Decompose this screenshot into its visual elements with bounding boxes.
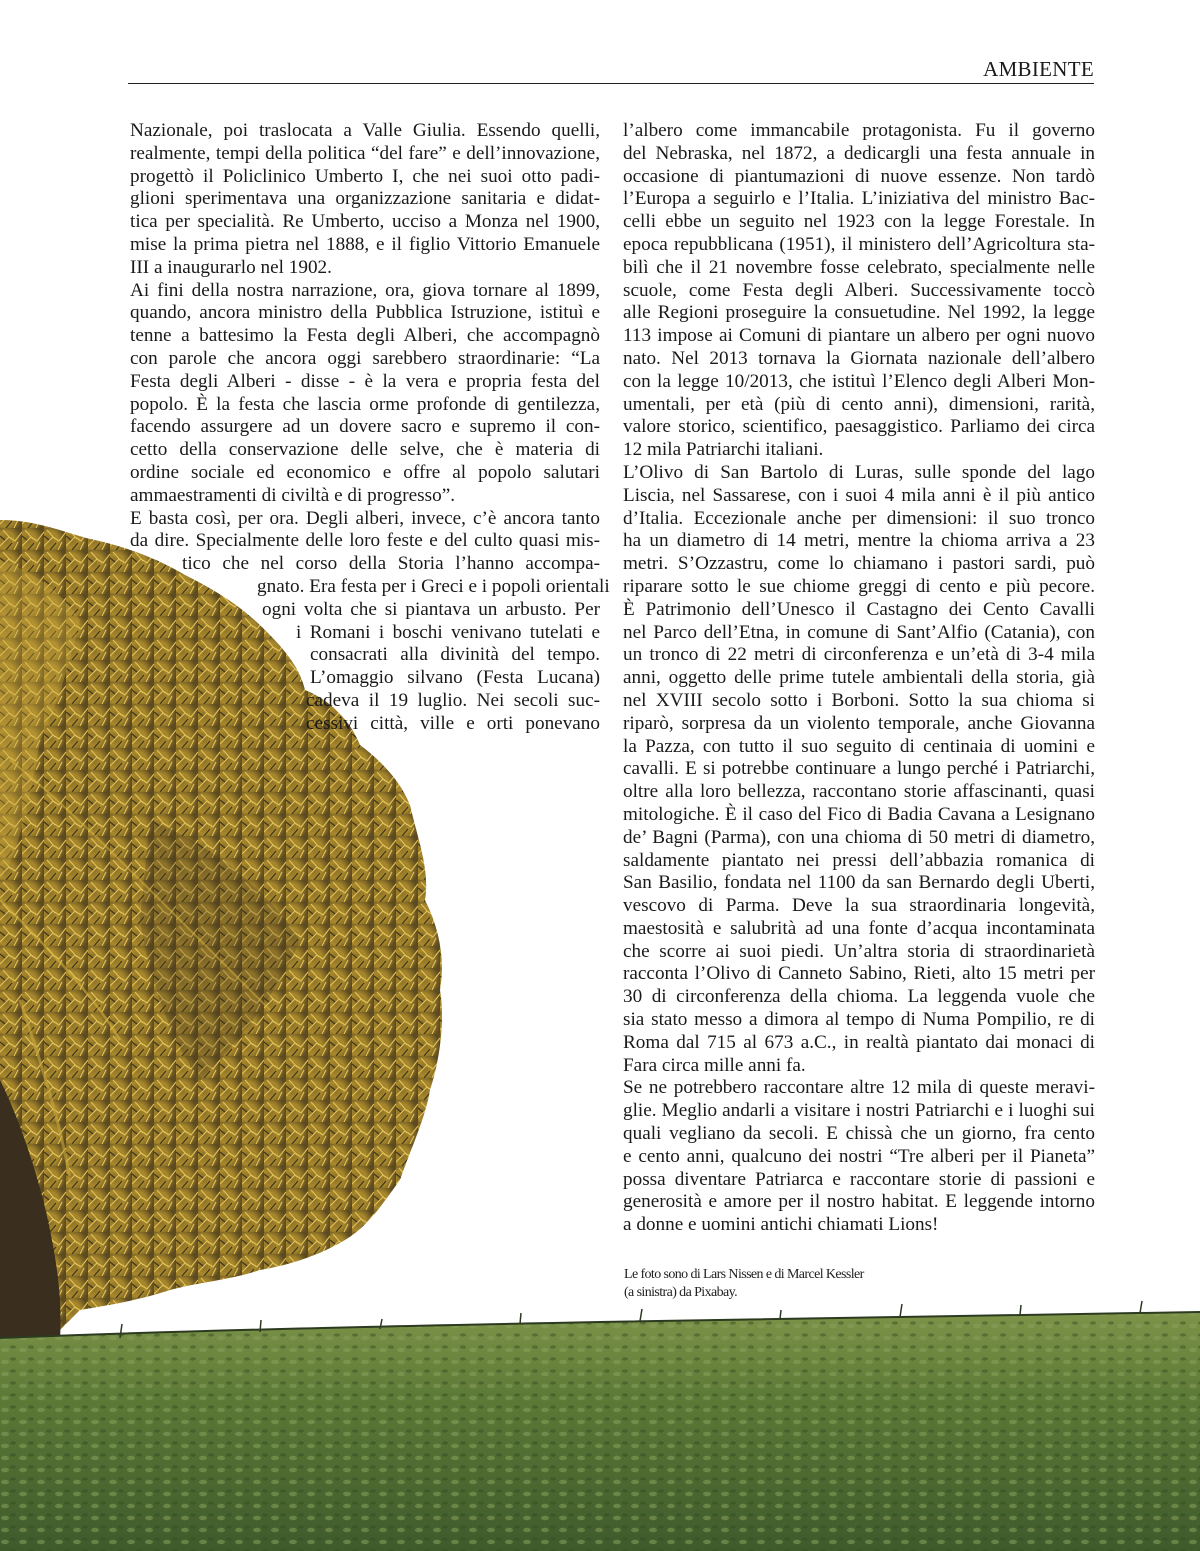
text-line: Fara circa mille anni fa. [623,1054,806,1076]
text-line: generosità e amore per il nostro habitat. E leggende intorno [623,1191,1095,1213]
caption-line: (a sinistra) da Pixabay. [624,1285,737,1300]
text-line: cessivi città, ville e orti ponevano [306,712,600,734]
text-line: realmente, tempi della politica “del fare” e dell’innovazione, [130,142,600,164]
text-line: del Nebraska, nel 1872, a dedicargli una festa annuale in [623,142,1095,164]
text-line: E basta così, per ora. Degli alberi, invece, c’è ancora tanto [130,507,600,529]
text-line: che scorre ai suoi piedi. Un’altra storia di straordinarietà [623,940,1095,962]
article-left-column [130,120,610,736]
text-line: vescovo di Parma. Deve la sua straordinaria longevità, [623,895,1095,917]
text-line: 30 di circonferenza della chioma. La leggenda vuole che [623,986,1095,1008]
text-line: saldamente piantato nei pressi dell’abbazia romanica di [623,849,1095,871]
text-line: ha un diametro di 14 metri, mentre la chioma arriva a 23 [623,530,1095,552]
text-line: celli ebbe un seguito nel 1923 con la legge Forestale. In [623,211,1095,233]
text-line: tenne a battesimo la Festa degli Alberi, che accompagnò [130,325,600,347]
text-line: riparò, sorpresa da un violento temporale, anche Giovanna [623,712,1095,734]
text-line: i Romani i boschi venivano tutelati e [296,621,600,643]
text-line: Ai fini della nostra narrazione, ora, giova tornare al 1899, [130,279,600,301]
text-line: valore storico, scientifico, paesaggistico. Parliamo dei circa [623,416,1095,438]
text-line: anni, oggetto delle prime tutele ambientali della storia, già [623,667,1095,689]
text-line: quando, ancora ministro della Pubblica Istruzione, istituì e [130,302,600,324]
text-line: glioni sperimentava una organizzazione sanitaria e didat- [130,188,600,210]
text-line: Se ne potrebbero raccontare altre 12 mila di queste meravi- [623,1077,1095,1099]
text-line: L’Olivo di San Bartolo di Luras, sulle sponde del lago [623,461,1095,483]
text-line: da dire. Specialmente delle loro feste e del culto quasi mis- [130,530,600,552]
text-line: sia stato messo a dimora al tempo di Numa Pompilio, re di [623,1009,1095,1031]
text-line: a donne e uomini antichi chiamati Lions! [623,1214,939,1236]
photo-credit-caption [624,1266,1004,1302]
text-line: Liscia, nel Sassarese, con i suoi 4 mila anni è il più antico [623,484,1095,506]
crop-field [0,1301,1200,1551]
text-line: possa diventare Patriarca e raccontare storie di passioni e [623,1168,1095,1190]
article-right-column [623,120,1095,1237]
text-line: scuole, come Festa degli Alberi. Successivamente toccò [623,279,1095,301]
text-line: consacrati alla divinità del tempo. [310,644,600,666]
text-line: oltre alla loro bellezza, raccontano storie affascinanti, quasi [623,781,1095,803]
text-line: nel XVIII secolo sotto i Borboni. Sotto la sua chioma si [623,689,1095,711]
text-line: e cento anni, qualcuno dei nostri “Tre alberi per il Pianeta” [623,1145,1095,1167]
text-line: con la legge 10/2013, che istituì l’Elenco degli Alberi Mon- [623,370,1095,392]
text-line: bilì che il 21 novembre fosse celebrato, specialmente nelle [623,256,1095,278]
text-line: Nazionale, poi traslocata a Valle Giulia. Essendo quelli, [130,120,600,141]
text-line: San Basilio, fondata nel 1100 da san Bernardo degli Uberti, [623,872,1095,894]
text-line: facendo assurgere ad un dovere sacro e supremo il con- [130,416,600,438]
header-rule [128,83,1094,84]
text-line: cadeva il 19 luglio. Nei secoli suc- [306,689,600,711]
text-line: cavalli. E si potrebbe continuare a lungo perché i Patriarchi, [623,758,1095,780]
text-line: III a inaugurarlo nel 1902. [130,256,332,278]
text-line: ordine sociale ed economico e offre al popolo salutari [130,461,600,483]
text-line: quali vegliano da secoli. E chissà che un giorno, fra cento [623,1123,1095,1145]
text-line: mitologiche. È il caso del Fico di Badia Cavana a Lesignano [623,803,1095,825]
text-line: cetto della conservazione delle selve, che è materia di [130,439,600,461]
text-line: racconta l’Olivo di Canneto Sabino, Rieti, alto 15 metri per [623,963,1095,985]
text-line: nato. Nel 2013 tornava la Giornata nazionale dell’albero [623,347,1095,369]
text-line: È Patrimonio dell’Unesco il Castagno dei Cento Cavalli [623,598,1095,620]
text-line: d’Italia. Eccezionale anche per dimensioni: il suo tronco [623,507,1095,529]
text-line: progettò il Policlinico Umberto I, che nei suoi otto padi- [130,165,600,187]
text-line: riparare sotto le sue chiome greggi di cento e più pecore. [623,575,1095,597]
section-label: AMBIENTE [983,57,1094,81]
text-line: ogni volta che si piantava un arbusto. Per [262,598,600,620]
text-line: l’Europa a seguirlo e l’Italia. L’iniziativa del ministro Bac- [623,188,1095,210]
text-line: mise la prima pietra nel 1888, e il figlio Vittorio Emanuele [130,233,600,255]
text-line: tico che nel corso della Storia l’hanno accompa- [182,553,600,575]
text-line: l’albero come immancabile protagonista. Fu il governo [623,120,1095,141]
caption-line: Le foto sono di Lars Nissen e di Marcel Kessler [624,1267,864,1282]
text-line: un tronco di 22 metri di circonferenza e un’età di 3-4 mila [623,644,1095,666]
text-line: umentali, per età (più di cento anni), dimensioni, rarità, [623,393,1095,415]
text-line: ammaestramenti di civiltà e di progresso”. [130,484,456,506]
text-line: metri. S’Ozzastru, come lo chiamano i pastori sardi, può [623,553,1095,575]
text-line: L’omaggio silvano (Festa Lucana) [310,667,600,689]
text-line: Festa degli Alberi - disse - è la vera e propria festa del [130,370,600,392]
text-line: 113 impose ai Comuni di piantare un albero per ogni nuovo [623,325,1095,347]
text-line: tica per specialità. Re Umberto, ucciso a Monza nel 1900, [130,211,600,233]
text-line: con parole che ancora oggi sarebbero straordinarie: “La [130,347,600,369]
text-line: epoca repubblicana (1951), il ministero dell’Agricoltura sta- [623,233,1095,255]
text-line: gnato. Era festa per i Greci e i popoli orientali [257,575,610,597]
text-line: nel Parco dell’Etna, in comune di Sant’Alfio (Catania), con [623,621,1095,643]
text-line: Roma dal 715 al 673 a.C., in realtà piantato dai monaci di [623,1031,1095,1053]
text-line: 12 mila Patriarchi italiani. [623,439,824,461]
text-line: maestosità e salubrità ad una fonte d’acqua incontaminata [623,917,1095,939]
text-line: occasione di piantumazioni di nuove essenze. Non tardò [623,165,1095,187]
text-line: alle Regioni proseguire la consuetudine. Nel 1992, la legge [623,302,1095,324]
text-line: glie. Meglio andarli a visitare i nostri Patriarchi e i luoghi sui [623,1100,1095,1122]
text-line: la Pazza, con tutto il suo seguito di centinaia di uomini e [623,735,1095,757]
text-line: de’ Bagni (Parma), con una chioma di 50 metri di diametro, [623,826,1095,848]
text-line: popolo. È la festa che lascia orme profonde di gentilezza, [130,393,600,415]
